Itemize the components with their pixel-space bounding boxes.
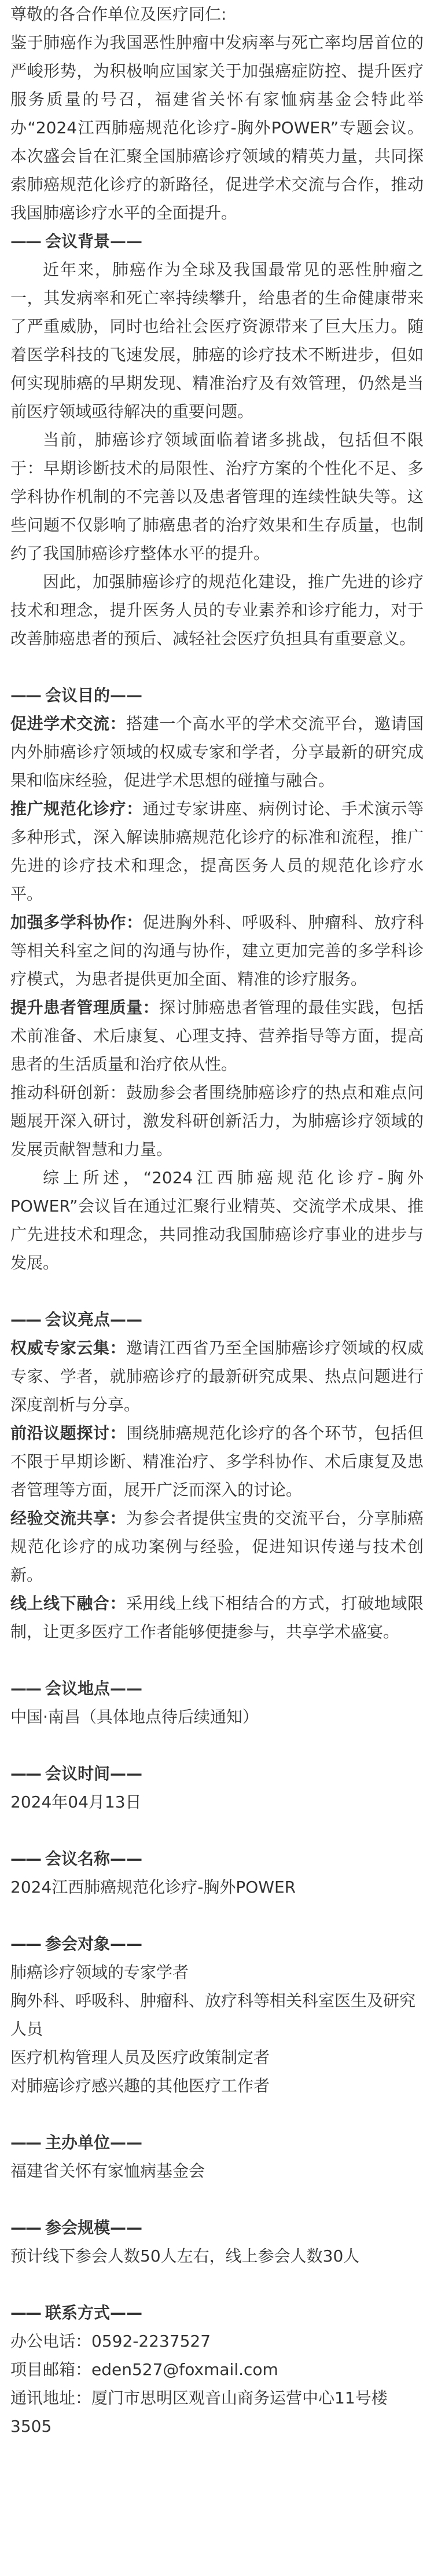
item-label: 推动科研创新：: [10, 1083, 127, 1102]
title-dash: ——: [10, 686, 41, 705]
purpose-item: [10, 795, 424, 908]
title-dash: ——: [10, 2133, 41, 2152]
item-text: 鼓励参会者围绕肺癌诊疗的热点和难点问题展开深入研讨，激发科研创新活力，为肺癌诊疗领域的发展贡献智慧和力量。: [10, 1083, 424, 1159]
title-text: 会议背景——: [45, 232, 143, 251]
purpose-item: [10, 993, 424, 1078]
title-dash: ——: [10, 1934, 41, 1953]
item-label: 推广规范化诊疗：: [10, 799, 143, 818]
item-label: 促进学术交流：: [10, 714, 127, 733]
title-dash: ——: [10, 1849, 41, 1868]
article: [10, 0, 424, 2576]
item-label: 权威专家云集：: [10, 1338, 127, 1357]
section-title-scale: [10, 2213, 424, 2242]
item-text: 围绕肺癌规范化诊疗的各个环节，包括但不限于早期诊断、精准治疗、多学科协作、术后康复及患者管理等方面，展开广泛而深入的讨论。: [10, 1424, 424, 1499]
audience-item: 肺癌诊疗领域的专家学者: [10, 1963, 189, 1982]
background-paragraph-2: 当前，肺癌诊疗领域面临着诸多挑战，包括但不限于：早期诊断技术的局限性、治疗方案的个性化不足、多学科协作机制的不完善以及患者管理的连续性缺失等。这些问题不仅影响了肺癌患者的治疗效果和生存质量，也制约了我国肺癌诊疗整体水平的提升。: [10, 430, 424, 563]
item-label: 加强多学科协作：: [10, 913, 143, 932]
title-dash: ——: [10, 2218, 41, 2237]
purpose-item: [10, 709, 424, 795]
greeting: 尊敬的各合作单位及医疗同仁:: [10, 5, 227, 24]
contact-address: 通讯地址：厦门市思明区观音山商务运营中心11号楼3505: [10, 2388, 388, 2436]
section-title-organizer: [10, 2128, 424, 2157]
highlight-item: [10, 1419, 424, 1504]
audience-item: 胸外科、呼吸科、肿瘤科、放疗科等相关科室医生及研究人员: [10, 1991, 416, 2039]
time-value: 2024年04月13日: [10, 1792, 142, 1812]
item-text: 探讨肺癌患者管理的最佳实践，包括术前准备、术后康复、心理支持、营养指导等方面，提高患者的生活质量和治疗依从性。: [10, 998, 424, 1074]
item-text: 邀请江西省乃至全国肺癌诊疗领域的权威专家、学者，就肺癌诊疗的最新研究成果、热点问题进行深度剖析与分享。: [10, 1338, 424, 1414]
item-text: 促进胸外科、呼吸科、肿瘤科、放疗科等相关科室之间的沟通与协作，建立更加完善的多学科诊疗模式，为患者提供更加全面、精准的诊疗服务。: [10, 913, 424, 989]
background-paragraph-3: 因此，加强肺癌诊疗的规范化建设，推广先进的诊疗技术和理念，提升医务人员的专业素养和诊疗能力，对于改善肺癌患者的预后、减轻社会医疗负担具有重要意义。: [10, 572, 424, 648]
title-text: 主办单位——: [45, 2133, 143, 2152]
title-dash: ——: [10, 1679, 41, 1698]
title-text: 会议亮点——: [45, 1310, 143, 1329]
item-label: 线上线下融合：: [10, 1594, 127, 1613]
item-text: 搭建一个高水平的学术交流平台，邀请国内外肺癌诊疗领域的权威专家和学者，分享最新的研究成果和临床经验，促进学术思想的碰撞与融合。: [10, 714, 424, 790]
purpose-summary: 综上所述，“2024江西肺癌规范化诊疗-胸外POWER”会议旨在通过汇聚行业精英、交流学术成果、推广先进技术和理念，共同推动我国肺癌诊疗事业的进步与发展。: [10, 1168, 424, 1272]
title-text: 会议时间——: [45, 1764, 143, 1783]
title-dash: ——: [10, 2303, 41, 2322]
purpose-item: [10, 1078, 424, 1163]
highlight-item: [10, 1334, 424, 1419]
title-text: 联系方式——: [45, 2303, 143, 2322]
section-title-contact: [10, 2299, 424, 2327]
audience-item: 医疗机构管理人员及医疗政策制定者: [10, 2048, 270, 2067]
title-text: 参会规模——: [45, 2218, 143, 2237]
section-title-location: [10, 1674, 424, 1703]
organizer-value: 福建省关怀有家恤病基金会: [10, 2161, 205, 2180]
item-label: 提升患者管理质量：: [10, 998, 160, 1017]
item-label: 前沿议题探讨：: [10, 1424, 127, 1443]
purpose-item: [10, 908, 424, 993]
item-text: 采用线上线下相结合的方式，打破地域限制，让更多医疗工作者能够便捷参与，共享学术盛宴。: [10, 1594, 424, 1641]
highlight-item: [10, 1589, 424, 1646]
section-title-audience: [10, 1930, 424, 1958]
title-dash: ——: [10, 1764, 41, 1783]
background-paragraph-1: 近年来，肺癌作为全球及我国最常见的恶性肿瘤之一，其发病率和死亡率持续攀升，给患者的生命健康带来了严重威胁，同时也给社会医疗资源带来了巨大压力。随着医学科技的飞速发展，肺癌的诊疗技术不断进步，但如何实现肺癌的早期发现、精准治疗及有效管理，仍然是当前医疗领域亟待解决的重要问题。: [10, 260, 424, 421]
contact-phone: 办公电话：0592-2237527: [10, 2332, 211, 2351]
item-label: 经验交流共享：: [10, 1509, 127, 1528]
location-value: 中国·南昌（具体地点待后续通知）: [10, 1707, 259, 1726]
section-title-highlights: [10, 1305, 424, 1334]
title-text: 参会对象——: [45, 1934, 143, 1953]
intro-paragraph: 鉴于肺癌作为我国恶性肿瘤中发病率与死亡率均居首位的严峻形势，为积极响应国家关于加强癌症防控、提升医疗服务质量的号召，福建省关怀有家恤病基金会特此举办“2024江西肺癌规范化诊疗-胸外POWER”专题会议。本次盛会旨在汇聚全国肺癌诊疗领域的精英力量，共同探索肺癌规范化诊疗的新路径，促进学术交流与合作，推动我国肺癌诊疗水平的全面提升。: [10, 33, 424, 222]
scale-value: 预计线下参会人数50人左右，线上参会人数30人: [10, 2246, 360, 2266]
audience-item: 对肺癌诊疗感兴趣的其他医疗工作者: [10, 2076, 270, 2095]
item-text: 通过专家讲座、病例讨论、手术演示等多种形式，深入解读肺癌规范化诊疗的标准和流程，推广先进的诊疗技术和理念，提高医务人员的规范化诊疗水平。: [10, 799, 424, 903]
title-dash: ——: [10, 1310, 41, 1329]
item-text: 为参会者提供宝贵的交流平台，分享肺癌规范化诊疗的成功案例与经验，促进知识传递与技术创新。: [10, 1509, 424, 1585]
title-dash: ——: [10, 232, 41, 251]
title-text: 会议名称——: [45, 1849, 143, 1868]
section-title-background: [10, 227, 424, 255]
section-title-time: [10, 1759, 424, 1788]
highlight-item: [10, 1504, 424, 1589]
contact-email[interactable]: 项目邮箱：eden527@foxmail.com: [10, 2360, 278, 2379]
section-title-purpose: [10, 681, 424, 709]
title-text: 会议地点——: [45, 1679, 143, 1698]
name-value: 2024江西肺癌规范化诊疗-胸外POWER: [10, 1878, 296, 1897]
title-text: 会议目的——: [45, 686, 143, 705]
section-title-name: [10, 1845, 424, 1873]
